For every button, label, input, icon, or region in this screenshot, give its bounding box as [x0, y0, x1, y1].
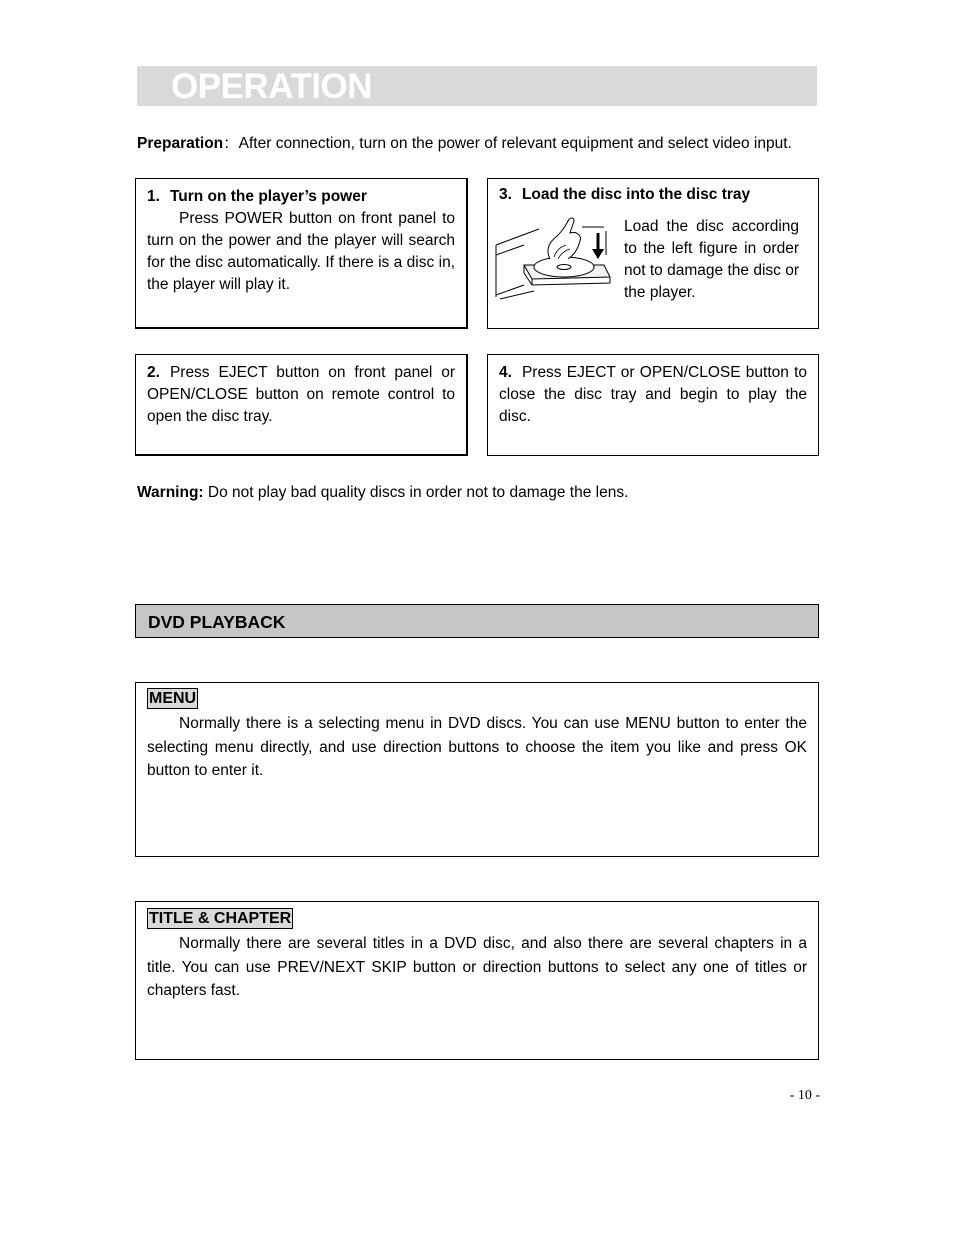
preparation-line — [137, 134, 837, 154]
step-2-number: 2. — [147, 364, 160, 381]
step-1-text: Press POWER button on front panel to turn on the power and the player will search for the disc automatically. If there is a disc in, the player will play it. — [147, 210, 455, 293]
warning-line — [137, 483, 837, 503]
page-title: OPERATION — [171, 67, 372, 106]
title-chapter-tag: TITLE & CHAPTER — [149, 910, 292, 927]
title-chapter-text: Normally there are several titles in a DVD disc, and also there are several chapters in a title. You can use PREV/NEXT SKIP button or direction buttons to select any one of titles or chapters fast. — [147, 935, 807, 999]
section-header-bar — [137, 66, 817, 106]
step-2-text: Press EJECT button on front panel or OPEN/CLOSE button on remote control to open the disc tray. — [147, 364, 455, 425]
step-1-heading — [147, 186, 455, 208]
step-3-text: Load the disc according to the left figure in order not to damage the disc or the player. — [624, 218, 799, 301]
step-3-title: Load the disc into the disc tray — [521, 186, 751, 203]
step-4-text: Press EJECT or OPEN/CLOSE button to close the disc tray and begin to play the disc. — [499, 364, 807, 425]
step-1-title: Turn on the player’s power — [169, 188, 367, 205]
preparation-separator: ： — [223, 135, 239, 152]
warning-text: Do not play bad quality discs in order not to damage the lens. — [207, 484, 629, 501]
warning-label: Warning: — [137, 484, 204, 501]
menu-tag: MENU — [149, 690, 197, 707]
step-3-number: 3. — [499, 186, 512, 203]
step-1-box — [135, 178, 468, 329]
menu-text: Normally there is a selecting menu in DVD discs. You can use MENU button to enter the selecting menu directly, and use direction buttons to choose the item you like and press OK button to enter it. — [147, 715, 807, 779]
preparation-label: Preparation — [137, 135, 224, 152]
step-4-number: 4. — [499, 364, 512, 381]
dvd-playback-title: DVD PLAYBACK — [148, 612, 286, 632]
title-chapter-box — [135, 901, 819, 1060]
step-3-box — [487, 178, 819, 329]
menu-box — [135, 682, 819, 857]
step-2-box — [135, 354, 468, 456]
page-number: - 10 - — [789, 1088, 820, 1103]
preparation-text: After connection, turn on the power of relevant equipment and select video input. — [238, 135, 792, 152]
step-4-box — [487, 354, 819, 456]
step-1-number: 1. — [147, 188, 160, 205]
dvd-playback-section-bar — [135, 604, 819, 638]
disc-tray-illustration — [494, 215, 616, 307]
